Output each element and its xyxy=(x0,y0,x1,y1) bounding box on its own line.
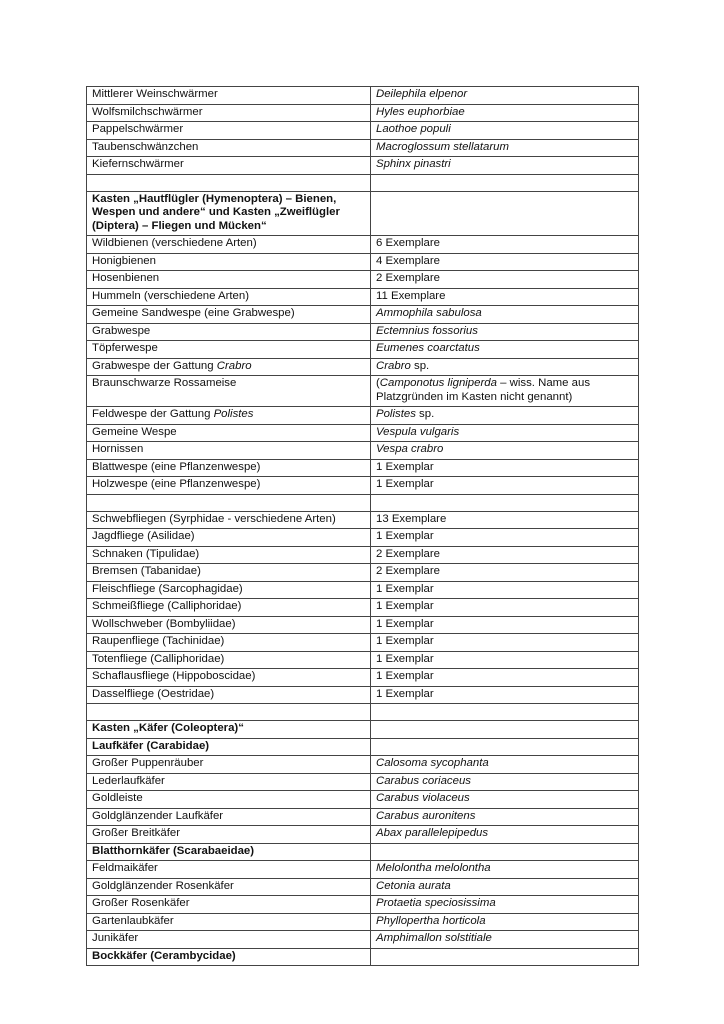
scientific-name-cell xyxy=(371,424,639,442)
scientific-name-text: 1 Exemplar xyxy=(376,582,434,595)
common-name-cell xyxy=(87,896,371,914)
table-row xyxy=(87,442,639,460)
common-name-text: Grabwespe der Gattung xyxy=(92,359,217,372)
scientific-name-text: 2 Exemplare xyxy=(376,547,440,560)
scientific-name-cell xyxy=(371,104,639,122)
table-row xyxy=(87,634,639,652)
scientific-name-text: Ammophila sabulosa xyxy=(376,307,482,319)
scientific-name-text: Carabus coriaceus xyxy=(376,774,471,787)
scientific-name-suffix: sp. xyxy=(410,359,430,372)
common-name-text: Wildbienen (verschiedene Arten) xyxy=(92,237,257,249)
common-name-text: Holzwespe (eine Pflanzenwespe) xyxy=(92,478,261,490)
table-row xyxy=(87,564,639,582)
common-name-cell xyxy=(87,358,371,376)
common-name-text: Hummeln (verschiedene Arten) xyxy=(92,289,250,302)
common-name-cell xyxy=(87,791,371,809)
scientific-name-suffix: sp. xyxy=(415,408,435,420)
scientific-name-cell xyxy=(371,896,639,914)
table-row xyxy=(87,704,639,721)
scientific-name-cell xyxy=(371,878,639,896)
scientific-name-text: Phyllopertha horticola xyxy=(376,914,486,927)
scientific-name-cell xyxy=(371,861,639,879)
scientific-name-text: Vespula vulgaris xyxy=(376,425,460,438)
common-name-text: Schnaken (Tipulidae) xyxy=(92,547,200,560)
common-name-text: Großer Breitkäfer xyxy=(92,827,180,839)
scientific-name-cell xyxy=(371,948,639,966)
common-name-cell xyxy=(87,477,371,495)
common-name-cell xyxy=(87,913,371,931)
scientific-name-cell xyxy=(371,773,639,791)
common-name-text: Kasten „Käfer (Coleoptera)“ xyxy=(92,722,244,734)
table-row xyxy=(87,174,639,191)
common-name-text: Feldwespe der Gattung xyxy=(92,408,214,420)
table-row xyxy=(87,341,639,359)
table-row xyxy=(87,896,639,914)
common-name-text: Blattwespe (eine Pflanzenwespe) xyxy=(92,460,261,473)
scientific-name-cell xyxy=(371,191,639,236)
common-name-cell xyxy=(87,756,371,774)
scientific-name-cell xyxy=(371,616,639,634)
scientific-name-cell xyxy=(371,704,639,721)
scientific-name-cell xyxy=(371,288,639,306)
scientific-name-text: Cetonia aurata xyxy=(376,879,451,892)
scientific-name-text: 2 Exemplare xyxy=(376,565,440,577)
common-name-text: Goldglänzender Rosenkäfer xyxy=(92,879,234,892)
scientific-name-cell xyxy=(371,306,639,324)
scientific-name-text: 13 Exemplare xyxy=(376,512,447,525)
scientific-name-text: Deilephila elpenor xyxy=(376,88,468,100)
table-row xyxy=(87,288,639,306)
common-name-text: Töpferwespe xyxy=(92,342,158,354)
scientific-name-text: Carabus violaceus xyxy=(376,792,470,804)
common-name-cell xyxy=(87,651,371,669)
table-row xyxy=(87,139,639,157)
scientific-name-text: Carabus auronitens xyxy=(376,809,476,822)
table-row xyxy=(87,494,639,511)
common-name-text: Mittlerer Weinschwärmer xyxy=(92,88,218,100)
common-name-text: Goldleiste xyxy=(92,792,143,804)
common-name-cell xyxy=(87,511,371,529)
scientific-name-text: Laothoe populi xyxy=(376,123,451,135)
scientific-name-text: 4 Exemplare xyxy=(376,254,440,267)
common-name-cell xyxy=(87,191,371,236)
common-name-cell xyxy=(87,424,371,442)
common-name-cell xyxy=(87,442,371,460)
table-row xyxy=(87,931,639,949)
scientific-name-cell xyxy=(371,634,639,652)
common-name-text: Schaflausfliege (Hippoboscidae) xyxy=(92,670,256,682)
common-name-text: Gemeine Sandwespe (eine Grabwespe) xyxy=(92,307,295,319)
table-row xyxy=(87,738,639,756)
common-name-cell xyxy=(87,323,371,341)
scientific-name-cell xyxy=(371,669,639,687)
scientific-name-text: Vespa crabro xyxy=(376,443,444,455)
common-name-text: Taubenschwänzchen xyxy=(92,140,199,153)
table-row xyxy=(87,913,639,931)
table-row xyxy=(87,599,639,617)
scientific-name-cell xyxy=(371,87,639,105)
scientific-name-cell xyxy=(371,581,639,599)
scientific-name-text: 1 Exemplar xyxy=(376,687,434,700)
table-row xyxy=(87,808,639,826)
common-name-cell xyxy=(87,253,371,271)
common-name-text: Totenfliege (Calliphoridae) xyxy=(92,652,225,665)
common-name-text: Raupenfliege (Tachinidae) xyxy=(92,635,225,647)
scientific-name-cell xyxy=(371,139,639,157)
scientific-name-cell xyxy=(371,931,639,949)
table-row xyxy=(87,157,639,175)
table-row xyxy=(87,826,639,844)
common-name-cell xyxy=(87,686,371,704)
scientific-name-text: 11 Exemplare xyxy=(376,289,446,302)
common-name-cell xyxy=(87,634,371,652)
scientific-name-cell xyxy=(371,122,639,140)
common-name-cell xyxy=(87,407,371,425)
scientific-name-text: 1 Exemplar xyxy=(376,460,434,473)
common-name-text: Braunschwarze Rossameise xyxy=(92,377,237,389)
scientific-name-text: 1 Exemplar xyxy=(376,652,434,665)
scientific-name-cell xyxy=(371,826,639,844)
common-name-cell xyxy=(87,564,371,582)
common-name-text: Blatthornkäfer (Scarabaeidae) xyxy=(92,844,255,857)
common-name-cell xyxy=(87,878,371,896)
common-name-cell xyxy=(87,494,371,511)
scientific-name-text: Polistes xyxy=(376,408,416,420)
scientific-name-cell xyxy=(371,477,639,495)
table-row xyxy=(87,87,639,105)
common-name-text: Honigbienen xyxy=(92,254,156,267)
scientific-name-text: Sphinx pinastri xyxy=(376,158,451,170)
scientific-name-text: 1 Exemplar xyxy=(376,478,434,490)
common-name-text: Bremsen (Tabanidae) xyxy=(92,565,201,577)
common-name-cell xyxy=(87,122,371,140)
scientific-name-text: Crabro xyxy=(376,359,411,372)
common-name-cell xyxy=(87,948,371,966)
common-name-cell xyxy=(87,826,371,844)
table-row xyxy=(87,376,639,407)
scientific-name-cell xyxy=(371,529,639,547)
scientific-name-text: Hyles euphorbiae xyxy=(376,105,465,118)
scientific-name-cell xyxy=(371,358,639,376)
table-row xyxy=(87,546,639,564)
common-name-cell xyxy=(87,288,371,306)
common-name-text: Hosenbienen xyxy=(92,272,160,284)
common-name-text: Goldglänzender Laufkäfer xyxy=(92,809,224,822)
scientific-name-text: Abax parallelepipedus xyxy=(376,827,489,839)
table-row xyxy=(87,236,639,254)
table-row xyxy=(87,721,639,739)
table-row xyxy=(87,407,639,425)
genus-name-text: Crabro xyxy=(216,359,252,372)
scientific-name-cell xyxy=(371,808,639,826)
common-name-text: Hornissen xyxy=(92,443,144,455)
scientific-name-text: Ectemnius fossorius xyxy=(376,324,478,337)
table-row xyxy=(87,122,639,140)
common-name-text: Lederlaufkäfer xyxy=(92,774,165,787)
table-row xyxy=(87,529,639,547)
table-row xyxy=(87,191,639,236)
common-name-cell xyxy=(87,931,371,949)
scientific-name-cell xyxy=(371,271,639,289)
scientific-name-text: Protaetia speciosissima xyxy=(376,897,496,909)
scientific-name-cell xyxy=(371,843,639,861)
table-row xyxy=(87,843,639,861)
table-row xyxy=(87,358,639,376)
common-name-cell xyxy=(87,599,371,617)
scientific-name-text: ( xyxy=(376,377,380,389)
scientific-name-cell xyxy=(371,174,639,191)
scientific-name-cell xyxy=(371,376,639,407)
scientific-name-text: 6 Exemplare xyxy=(376,237,440,249)
scientific-name-text: Eumenes coarctatus xyxy=(376,342,480,354)
scientific-name-cell xyxy=(371,564,639,582)
scientific-name-italic: Camponotus ligniperda xyxy=(379,377,497,389)
table-row xyxy=(87,581,639,599)
table-row xyxy=(87,669,639,687)
scientific-name-cell xyxy=(371,459,639,477)
common-name-text: Grabwespe xyxy=(92,324,151,337)
scientific-name-cell xyxy=(371,756,639,774)
common-name-text: Wollschweber (Bombyliidae) xyxy=(92,617,236,630)
common-name-text: Dasselfliege (Oestridae) xyxy=(92,687,215,700)
common-name-cell xyxy=(87,271,371,289)
scientific-name-cell xyxy=(371,323,639,341)
common-name-cell xyxy=(87,236,371,254)
common-name-cell xyxy=(87,87,371,105)
species-table xyxy=(86,86,639,966)
scientific-name-text: 1 Exemplar xyxy=(376,635,434,647)
scientific-name-text: 1 Exemplar xyxy=(376,530,434,542)
common-name-cell xyxy=(87,104,371,122)
scientific-name-text: 1 Exemplar xyxy=(376,600,434,612)
table-row xyxy=(87,306,639,324)
table-row xyxy=(87,253,639,271)
scientific-name-cell xyxy=(371,511,639,529)
common-name-text: Bockkäfer (Cerambycidae) xyxy=(92,949,236,962)
common-name-cell xyxy=(87,581,371,599)
common-name-text: Gartenlaubkäfer xyxy=(92,914,174,927)
scientific-name-cell xyxy=(371,494,639,511)
common-name-cell xyxy=(87,738,371,756)
scientific-name-text: 2 Exemplare xyxy=(376,272,440,284)
table-row xyxy=(87,477,639,495)
common-name-text: Gemeine Wespe xyxy=(92,425,177,438)
common-name-text: Fleischfliege (Sarcophagidae) xyxy=(92,582,243,595)
scientific-name-cell xyxy=(371,236,639,254)
common-name-cell xyxy=(87,721,371,739)
table-row xyxy=(87,271,639,289)
common-name-cell xyxy=(87,669,371,687)
scientific-name-cell xyxy=(371,253,639,271)
common-name-text: Feldmaikäfer xyxy=(92,862,158,874)
scientific-name-cell xyxy=(371,686,639,704)
common-name-cell xyxy=(87,306,371,324)
scientific-name-text: Macroglossum stellatarum xyxy=(376,140,509,153)
table-row xyxy=(87,616,639,634)
scientific-name-text: Calosoma sycophanta xyxy=(376,757,489,769)
scientific-name-cell xyxy=(371,651,639,669)
scientific-name-cell xyxy=(371,791,639,809)
table-row xyxy=(87,459,639,477)
common-name-cell xyxy=(87,616,371,634)
common-name-text: Pappelschwärmer xyxy=(92,123,184,135)
scientific-name-cell xyxy=(371,407,639,425)
scientific-name-text: Melolontha melolontha xyxy=(376,862,491,874)
common-name-text: Laufkäfer (Carabidae) xyxy=(92,739,210,752)
common-name-cell xyxy=(87,704,371,721)
common-name-text: Großer Puppenräuber xyxy=(92,757,204,769)
common-name-text: Schwebfliegen (Syrphidae - verschiedene Arten) xyxy=(92,512,336,525)
common-name-text: Großer Rosenkäfer xyxy=(92,897,190,909)
scientific-name-suffix: – wiss. Name aus Platzgründen im Kasten nicht genannt) xyxy=(376,377,591,403)
table-row xyxy=(87,323,639,341)
common-name-text: Wolfsmilchschwärmer xyxy=(92,105,203,118)
common-name-text: Kasten „Hautflügler (Hymenoptera) – Bienen, Wespen und andere“ und Kasten „Zweiflügler (Diptera) – Fliegen und Mücken“ xyxy=(92,192,340,232)
scientific-name-cell xyxy=(371,442,639,460)
table-row xyxy=(87,861,639,879)
scientific-name-cell xyxy=(371,546,639,564)
common-name-cell xyxy=(87,773,371,791)
scientific-name-cell xyxy=(371,721,639,739)
table-row xyxy=(87,948,639,966)
scientific-name-cell xyxy=(371,599,639,617)
genus-name-text: Polistes xyxy=(213,408,254,420)
table-row xyxy=(87,686,639,704)
scientific-name-cell xyxy=(371,341,639,359)
table-row xyxy=(87,878,639,896)
common-name-cell xyxy=(87,529,371,547)
common-name-text: Jagdfliege (Asilidae) xyxy=(92,530,195,542)
scientific-name-cell xyxy=(371,913,639,931)
common-name-cell xyxy=(87,861,371,879)
table-row xyxy=(87,756,639,774)
table-row xyxy=(87,651,639,669)
species-table-body xyxy=(87,87,639,966)
scientific-name-cell xyxy=(371,157,639,175)
scientific-name-text: 1 Exemplar xyxy=(376,670,434,682)
table-row xyxy=(87,104,639,122)
common-name-text: Schmeißfliege (Calliphoridae) xyxy=(92,600,242,612)
scientific-name-cell xyxy=(371,738,639,756)
common-name-cell xyxy=(87,341,371,359)
common-name-text: Kiefernschwärmer xyxy=(92,158,184,170)
common-name-cell xyxy=(87,376,371,407)
scientific-name-text: Amphimallon solstitiale xyxy=(376,932,492,944)
common-name-cell xyxy=(87,157,371,175)
common-name-cell xyxy=(87,808,371,826)
common-name-cell xyxy=(87,459,371,477)
common-name-cell xyxy=(87,139,371,157)
common-name-cell xyxy=(87,843,371,861)
common-name-cell xyxy=(87,546,371,564)
table-row xyxy=(87,511,639,529)
table-row xyxy=(87,424,639,442)
scientific-name-text: 1 Exemplar xyxy=(376,617,434,630)
table-row xyxy=(87,773,639,791)
common-name-cell xyxy=(87,174,371,191)
common-name-text: Junikäfer xyxy=(92,932,139,944)
table-row xyxy=(87,791,639,809)
